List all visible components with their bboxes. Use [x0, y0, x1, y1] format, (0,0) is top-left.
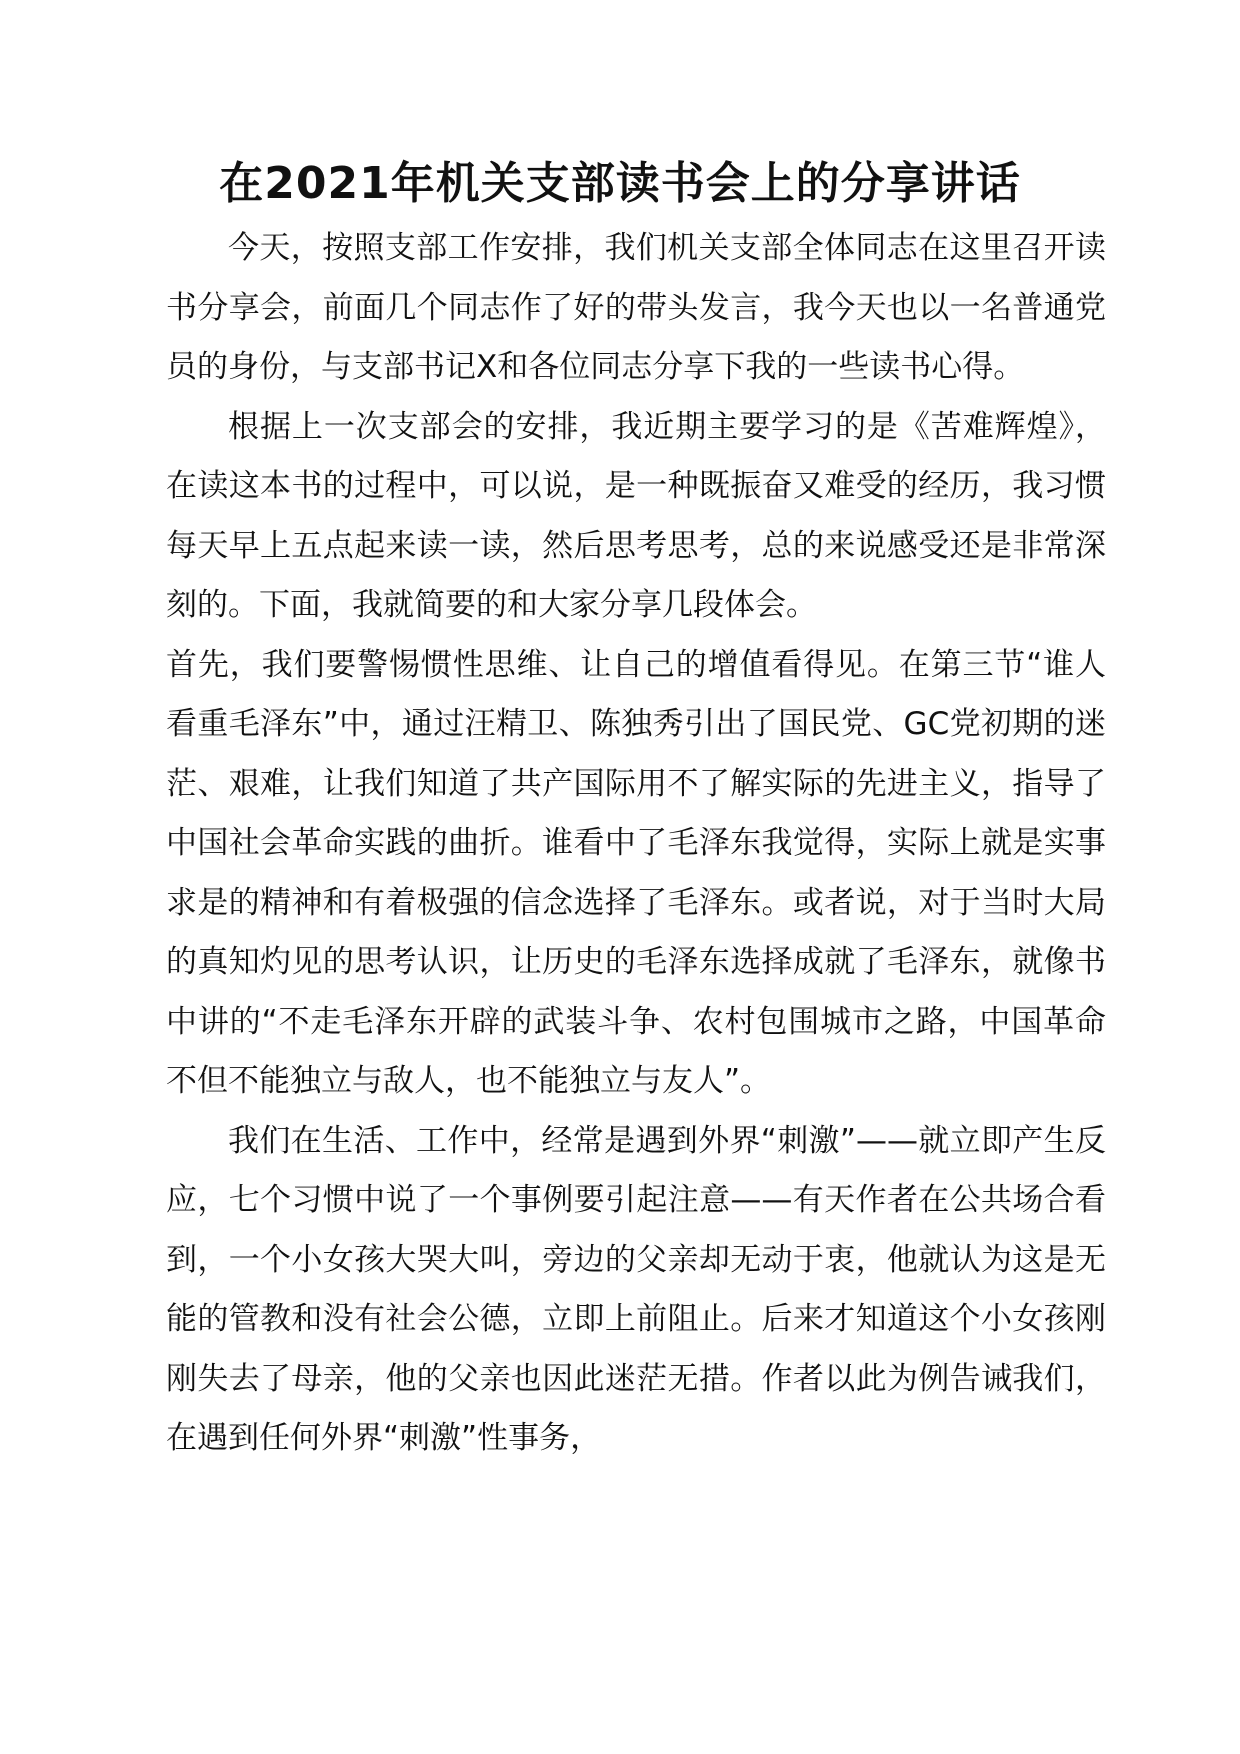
document-body [166, 219, 1106, 1469]
paragraph-first-point: 首先，我们要警惕惯性思维、让自己的增值看得见。在第三节“谁人看重毛泽东”中，通过汪精卫、陈独秀引出了国民党、GC党初期的迷茫、艰难，让我们知道了共产国际用不了解实际的先进主义，指导了中国社会革命实践的曲折。谁看中了毛泽东我觉得，实际上就是实事求是的精神和有着极强的信念选择了毛泽东。或者说，对于当时大局的真知灼见的思考认识，让历史的毛泽东选择成就了毛泽东，就像书中讲的“不走毛泽东开辟的武装斗争、农村包围城市之路，中国革命不但不能独立与敌人，也不能独立与友人”。 [166, 646, 1106, 1099]
paragraph-example: 我们在生活、工作中，经常是遇到外界“刺激”——就立即产生反应，七个习惯中说了一个事例要引起注意——有天作者在公共场合看到，一个小女孩大哭大叫，旁边的父亲却无动于衷，他就认为这是无能的管教和没有社会公德，立即上前阻止。后来才知道这个小女孩刚刚失去了母亲，他的父亲也因此迷茫无措。作者以此为例告诫我们，在遇到任何外界“刺激”性事务， [166, 1122, 1106, 1456]
paragraph-opening: 今天，按照支部工作安排，我们机关支部全体同志在这里召开读书分享会，前面几个同志作了好的带头发言，我今天也以一名普通党员的身份，与支部书记X和各位同志分享下我的一些读书心得。 [166, 230, 1106, 385]
document-title: 在2021年机关支部读书会上的分享讲话 [219, 158, 1021, 209]
paragraph-reading-context: 根据上一次支部会的安排，我近期主要学习的是《苦难辉煌》，在读这本书的过程中，可以说，是一种既振奋又难受的经历，我习惯每天早上五点起来读一读，然后思考思考，总的来说感受还是非常深刻的。下面，我就简要的和大家分享几段体会。 [166, 408, 1106, 623]
